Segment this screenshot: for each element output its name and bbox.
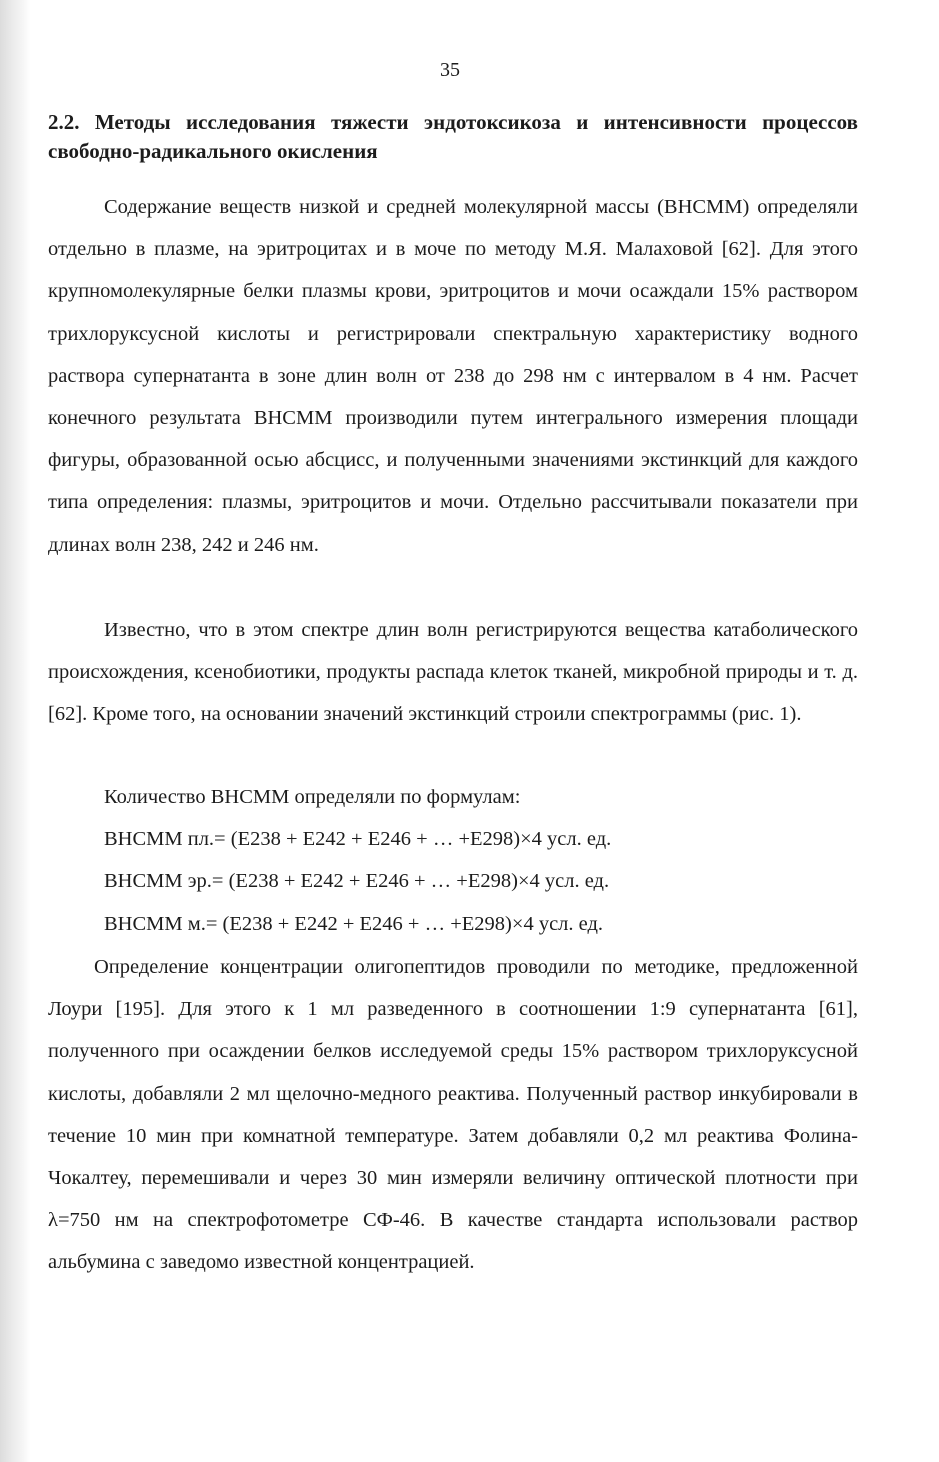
formula-intro: Количество ВНСММ определяли по формулам: (104, 786, 521, 808)
formula-erythrocytes: ВНСММ эр.= (Е238 + Е242 + Е246 + … +Е298)×4 усл. ед. (104, 870, 610, 893)
paragraph-spectrum-info: Известно, что в этом спектре длин волн регистрируются вещества катаболического происхождения, ксенобиотики, продукты распада клеток тканей, микробной природы и т. д. [62]. Кроме того, на основании значений экстинкций строили спектрограммы (рис. 1). (48, 619, 858, 726)
paragraph-vnsmm-method: Содержание веществ низкой и средней молекулярной массы (ВНСММ) определяли отдельно в плазме, на эритроцитах и в моче по методу М.Я. Малаховой [62]. Для этого крупномолекулярные белки плазмы крови, эритроцитов и мочи осаждали 15% раствором трихлоруксусной кислоты и регистрировали спектральную характеристику водного раствора супернатанта в зоне длин волн от 238 до 298 нм с интервалом в 4 нм. Расчет конечного результата ВНСММ производили путем интегрального измерения площади фигуры, образованной осью абсцисс, и полученными значениями экстинкций для каждого типа определения: плазмы, эритроцитов и мочи. Отдельно рассчитывали показатели при длинах волн 238, 242 и 246 нм. (48, 196, 858, 556)
formula-plasma: ВНСММ пл.= (Е238 + Е242 + Е246 + … +Е298)×4 усл. ед. (104, 828, 612, 851)
section-heading: 2.2. Методы исследования тяжести эндотоксикоза и интенсивности процессов свободно-радикального окисления (48, 110, 858, 163)
formula-urine: ВНСММ м.= (Е238 + Е242 + Е246 + … +Е298)×4 усл. ед. (104, 912, 604, 935)
formula-block (104, 776, 864, 945)
paragraph-oligopeptides: Определение концентрации олигопептидов проводили по методике, предложенной Лоури [195]. Для этого к 1 мл разведенного в соотношении 1:9 супернатанта [61], полученного при осаждении белков исследуемой среды 15% раствором трихлоруксусной кислоты, добавляли 2 мл щелочно-медного реактива. Полученный раствор инкубировали в течение 10 мин при комнатной температуре. Затем добавляли 0,2 мл реактива Фолина-Чокалтеу, перемешивали и через 30 мин измеряли величину оптической плотности при λ=750 нм на спектрофотометре СФ-46. В качестве стандарта использовали раствор альбумина с заведомо известной концентрацией. (48, 956, 858, 1274)
page-number: 35 (440, 59, 460, 81)
scan-shadow-edge (0, 0, 30, 1462)
